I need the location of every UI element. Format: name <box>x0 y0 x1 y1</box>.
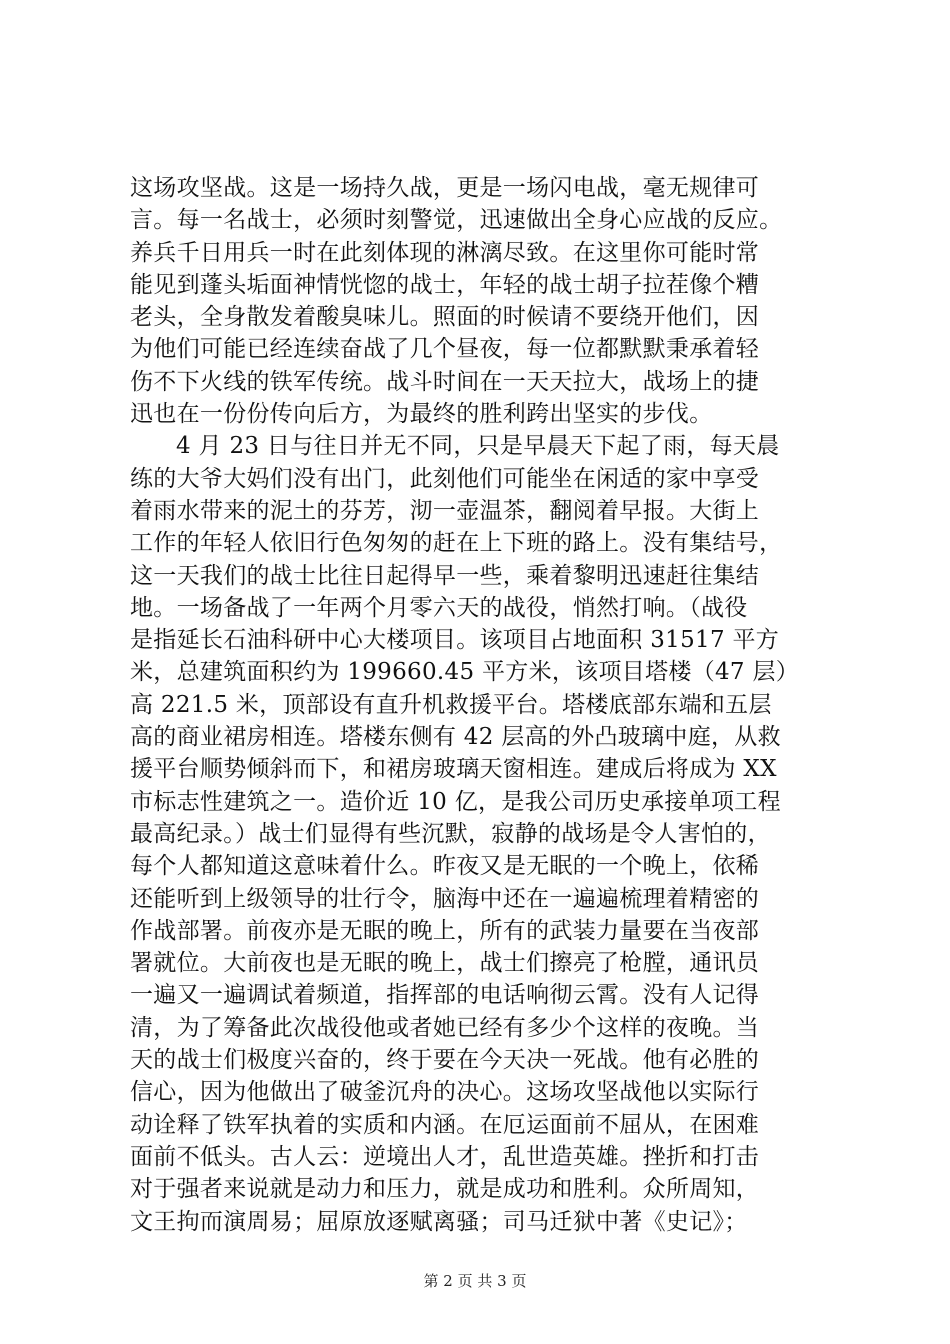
text-line: 动诠释了铁军执着的实质和内涵。在厄运面前不屈从，在困难 <box>130 1111 760 1138</box>
text-line: 还能听到上级领导的壮行令，脑海中还在一遍遍梳理着精密的 <box>130 885 760 912</box>
paragraph-start-line: 4 月 23 日与往日并无不同，只是早晨天下起了雨，每天晨 <box>176 433 780 460</box>
text-line: 工作的年轻人依旧行色匆匆的赶在上下班的路上。没有集结号， <box>130 530 783 557</box>
text-line: 言。每一名战士，必须时刻警觉，迅速做出全身心应战的反应。 <box>130 207 783 234</box>
text-line: 面前不低头。古人云：逆境出人才，乱世造英雄。挫折和打击 <box>130 1143 760 1170</box>
text-line: 清，为了筹备此次战役他或者她已经有多少个这样的夜晚。当 <box>130 1014 760 1041</box>
text-line: 高 221.5 米，顶部设有直升机救援平台。塔楼底部东端和五层 <box>130 691 772 718</box>
text-line: 练的大爷大妈们没有出门，此刻他们可能坐在闲适的家中享受 <box>130 465 760 492</box>
text-line: 信心，因为他做出了破釜沉舟的决心。这场攻坚战他以实际行 <box>130 1079 760 1106</box>
text-line: 能见到蓬头垢面神情恍惚的战士，年轻的战士胡子拉茬像个糟 <box>130 271 760 298</box>
page-number-label: 第 2 页 共 3 页 <box>423 1272 527 1290</box>
text-line: 作战部署。前夜亦是无眠的晚上，所有的武装力量要在当夜部 <box>130 917 760 944</box>
text-line: 天的战士们极度兴奋的，终于要在今天决一死战。他有必胜的 <box>130 1047 760 1074</box>
text-line: 这场攻坚战。这是一场持久战，更是一场闪电战，毫无规律可 <box>130 175 760 201</box>
text-line: 地。一场备战了一年两个月零六天的战役，悄然打响。（战役 <box>130 594 748 621</box>
text-line: 着雨水带来的泥土的芬芳，沏一壶温茶，翻阅着早报。大街上 <box>130 497 760 524</box>
text-line: 每个人都知道这意味着什么。昨夜又是无眠的一个晚上，依稀 <box>130 853 760 880</box>
text-line: 最高纪录。）战士们显得有些沉默，寂静的战场是令人害怕的， <box>130 820 771 847</box>
text-line: 米，总建筑面积约为 199660.45 平方米，该项目塔楼（47 层） <box>130 659 800 686</box>
text-line: 援平台顺势倾斜而下，和裙房玻璃天窗相连。建成后将成为 XX <box>130 756 777 783</box>
text-line: 署就位。大前夜也是无眠的晚上，战士们擦亮了枪膛，通讯员 <box>130 950 760 977</box>
text-line: 伤不下火线的铁军传统。战斗时间在一天天拉大，战场上的捷 <box>130 368 760 395</box>
text-line: 老头，全身散发着酸臭味儿。照面的时候请不要绕开他们，因 <box>130 304 760 331</box>
text-line: 对于强者来说就是动力和压力，就是成功和胜利。众所周知， <box>130 1176 760 1203</box>
page-footer <box>0 1270 950 1291</box>
text-line: 为他们可能已经连续奋战了几个昼夜，每一位都默默秉承着轻 <box>130 336 760 363</box>
text-line: 市标志性建筑之一。造价近 10 亿，是我公司历史承接单项工程 <box>130 788 781 815</box>
document-body <box>130 172 820 1238</box>
text-line: 这一天我们的战士比往日起得早一些，乘着黎明迅速赶往集结 <box>130 562 760 589</box>
text-line: 文王拘而演周易；屈原放逐赋离骚；司马迁狱中著《史记》； <box>130 1208 748 1235</box>
text-line: 养兵千日用兵一时在此刻体现的淋漓尽致。在这里你可能时常 <box>130 239 760 266</box>
text-line: 是指延长石油科研中心大楼项目。该项目占地面积 31517 平方 <box>130 627 780 654</box>
text-line: 迅也在一份份传向后方，为最终的胜利跨出坚实的步伐。 <box>130 401 713 428</box>
text-line: 一遍又一遍调试着频道，指挥部的电话响彻云霄。没有人记得 <box>130 982 760 1009</box>
text-line: 高的商业裙房相连。塔楼东侧有 42 层高的外凸玻璃中庭，从救 <box>130 724 781 751</box>
